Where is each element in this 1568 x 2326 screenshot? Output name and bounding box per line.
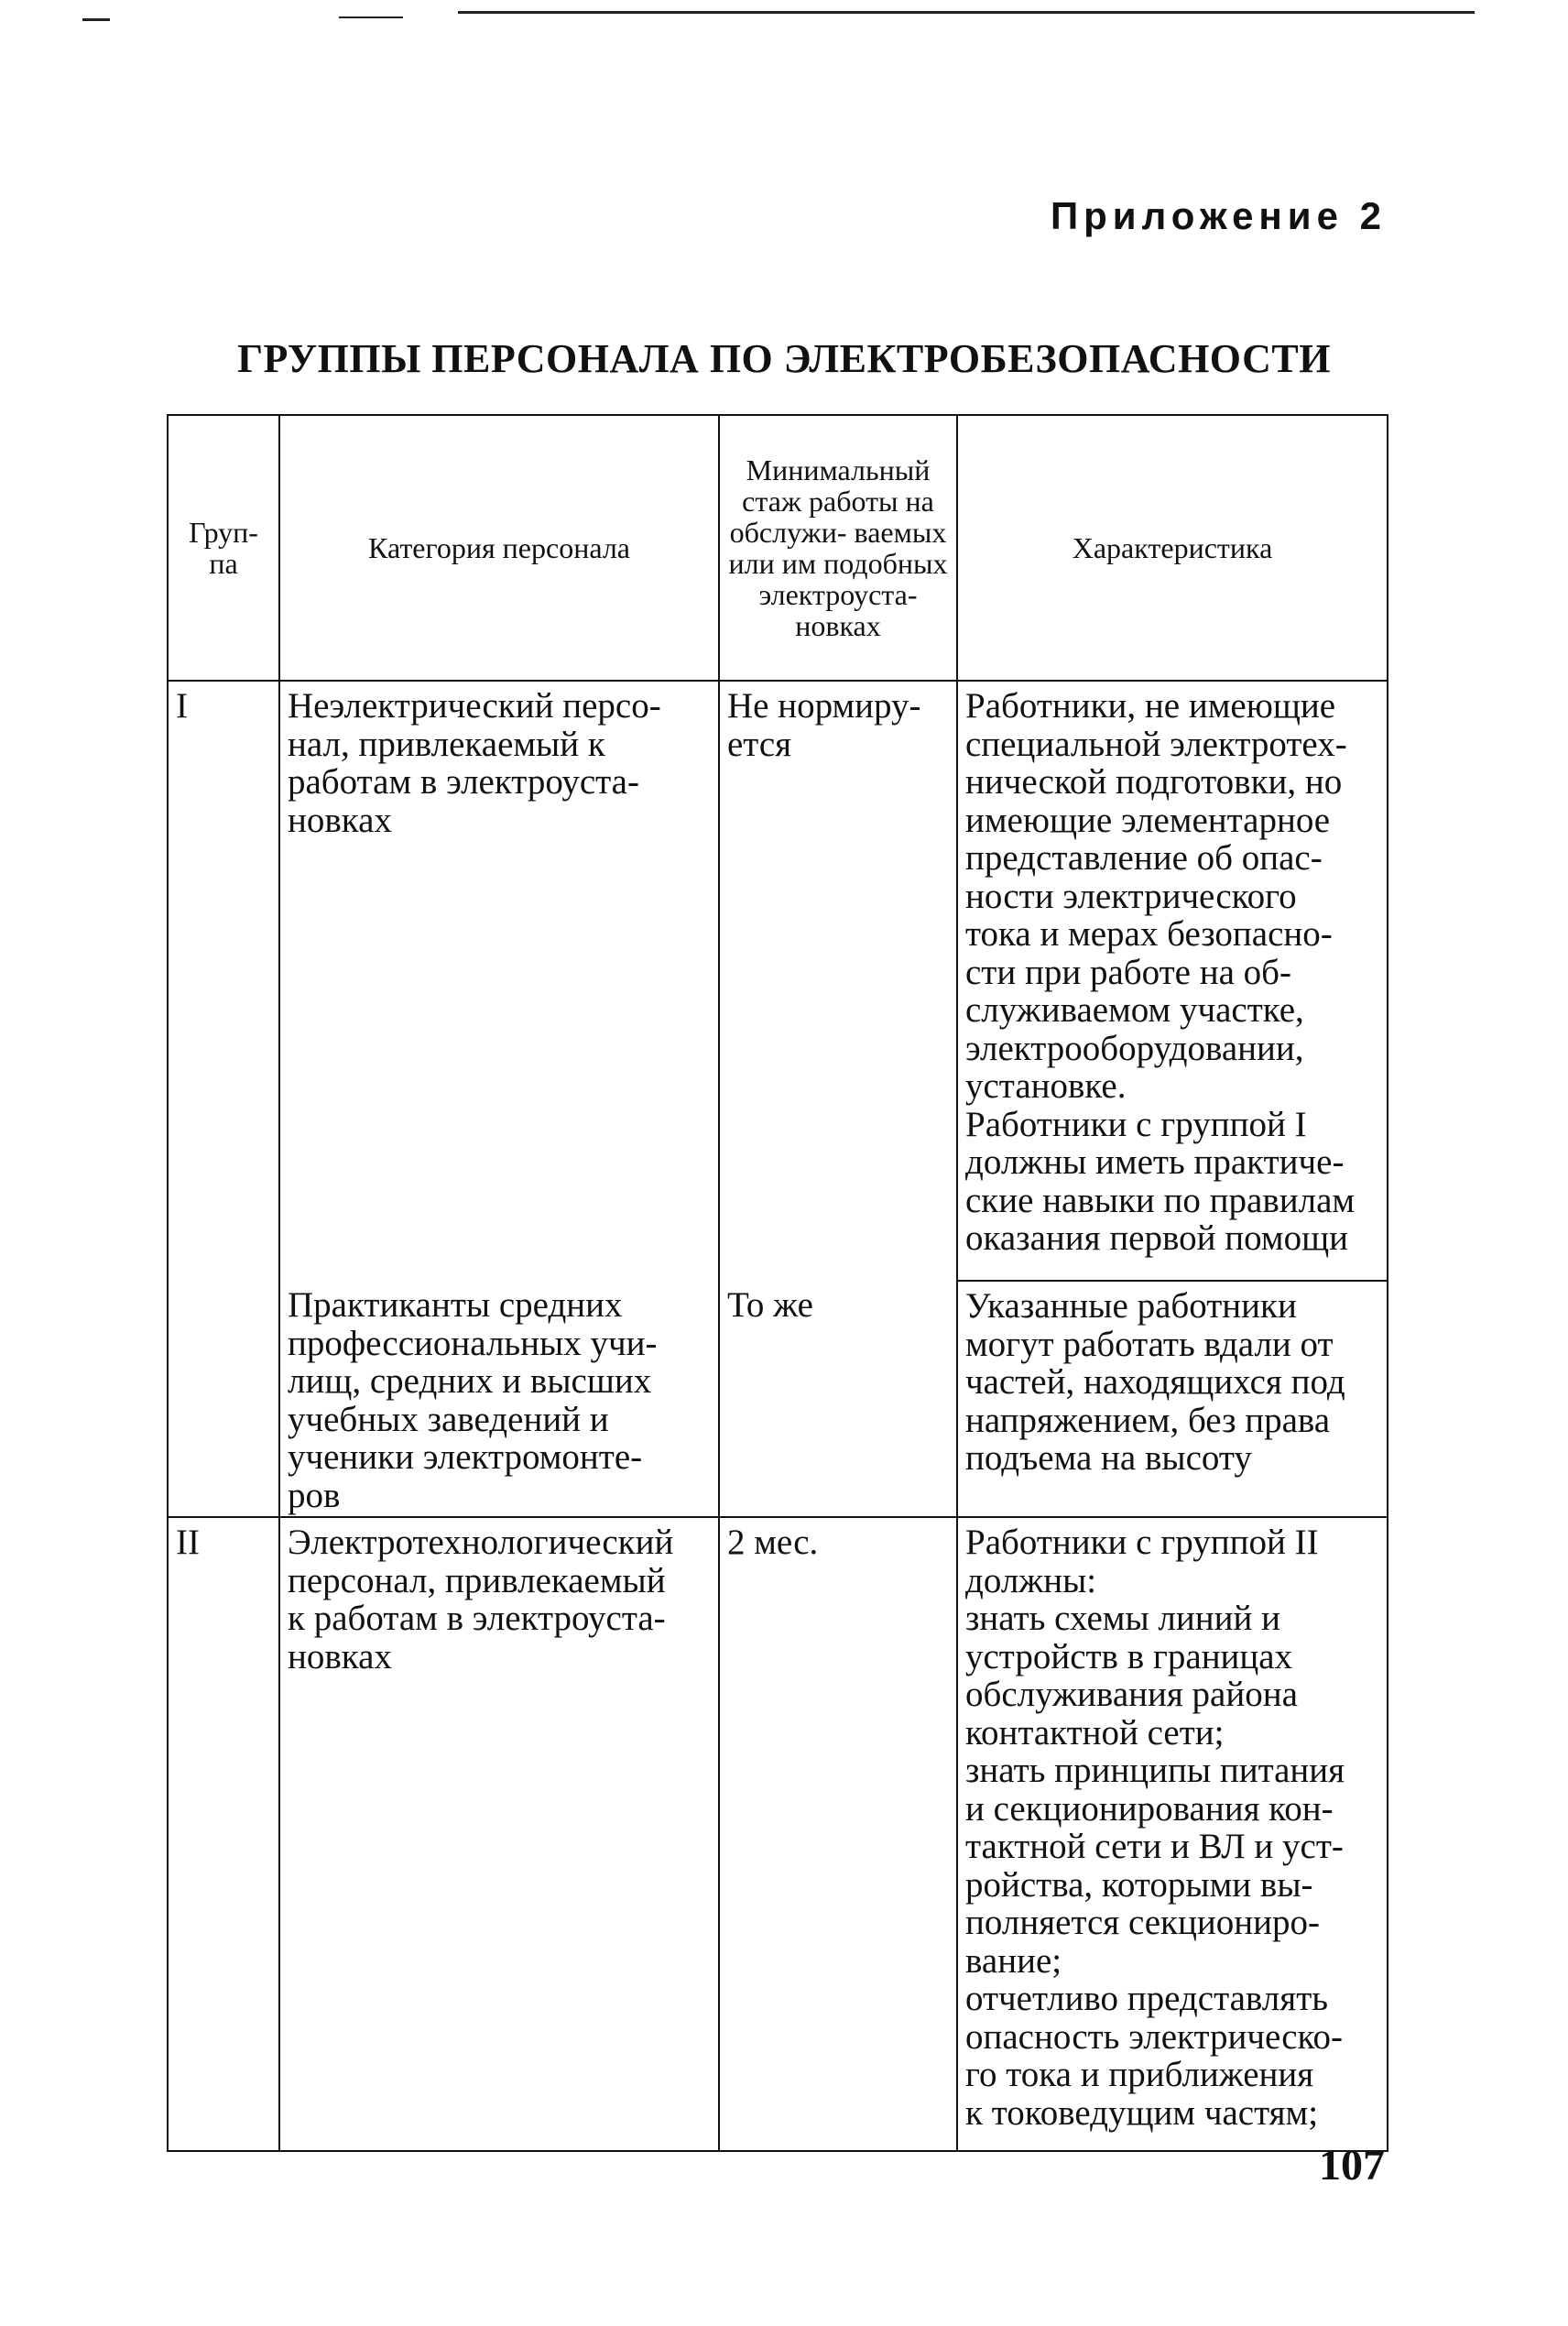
personnel-groups-table [167, 414, 1388, 2152]
description-cell: Работники с группой II должны: знать схемы линий и устройств в границах обслуживания района контактной сети; знать принципы питания и секционирования кон- тактной сети и ВЛ и уст- ройства, которыми вы- полняется секциониро- вание; отчетливо представлять опасность электрическо- го тока и приближения к токоведущим частям; [957, 1517, 1388, 2151]
appendix-label: Приложение 2 [1050, 194, 1387, 237]
group-cell: II [168, 1517, 279, 2151]
category-cell: Неэлектрический персо- нал, привлекаемый к работам в электроуста- новках [279, 681, 719, 1281]
top-rule-mid [339, 16, 403, 18]
group-cell [168, 1281, 279, 1517]
group-cell: I [168, 681, 279, 1281]
column-header-group: Груп- па [168, 415, 279, 681]
top-rule-long [458, 11, 1475, 14]
page-number: 107 [1319, 2141, 1385, 2189]
top-rule-short [82, 18, 110, 21]
table-header-row [168, 415, 1388, 681]
column-header-experience: Минимальный стаж работы на обслужи- ваемых или им подобных электроуста- новках [719, 415, 957, 681]
category-cell: Практиканты средних профессиональных учи- лищ, средних и высших учебных заведений и ученики электромонте- ров [279, 1281, 719, 1517]
description-cell: Работники, не имеющие специальной электротех- нической подготовки, но имеющие элементарное представление об опас- ности электрического тока и мерах безопасно- сти при работе на об- служиваемом участке, электрооборудовании, установке. Работники с группой I должны иметь практиче- ские навыки по правилам оказания первой помощи [957, 681, 1388, 1281]
experience-cell: 2 мес. [719, 1517, 957, 2151]
page-title: ГРУППЫ ПЕРСОНАЛА ПО ЭЛЕКТРОБЕЗОПАСНОСТИ [237, 336, 1331, 381]
column-header-description: Характеристика [957, 415, 1388, 681]
column-header-category: Категория персонала [279, 415, 719, 681]
description-cell: Указанные работники могут работать вдали от частей, находящихся под напряжением, без права подъема на высоту [957, 1281, 1388, 1517]
experience-cell: Не нормиру- ется [719, 681, 957, 1281]
table-row [168, 1281, 1388, 1517]
category-cell: Электротехнологический персонал, привлекаемый к работам в электроуста- новках [279, 1517, 719, 2151]
table-row [168, 681, 1388, 1281]
experience-cell: То же [719, 1281, 957, 1517]
table-row [168, 1517, 1388, 2151]
